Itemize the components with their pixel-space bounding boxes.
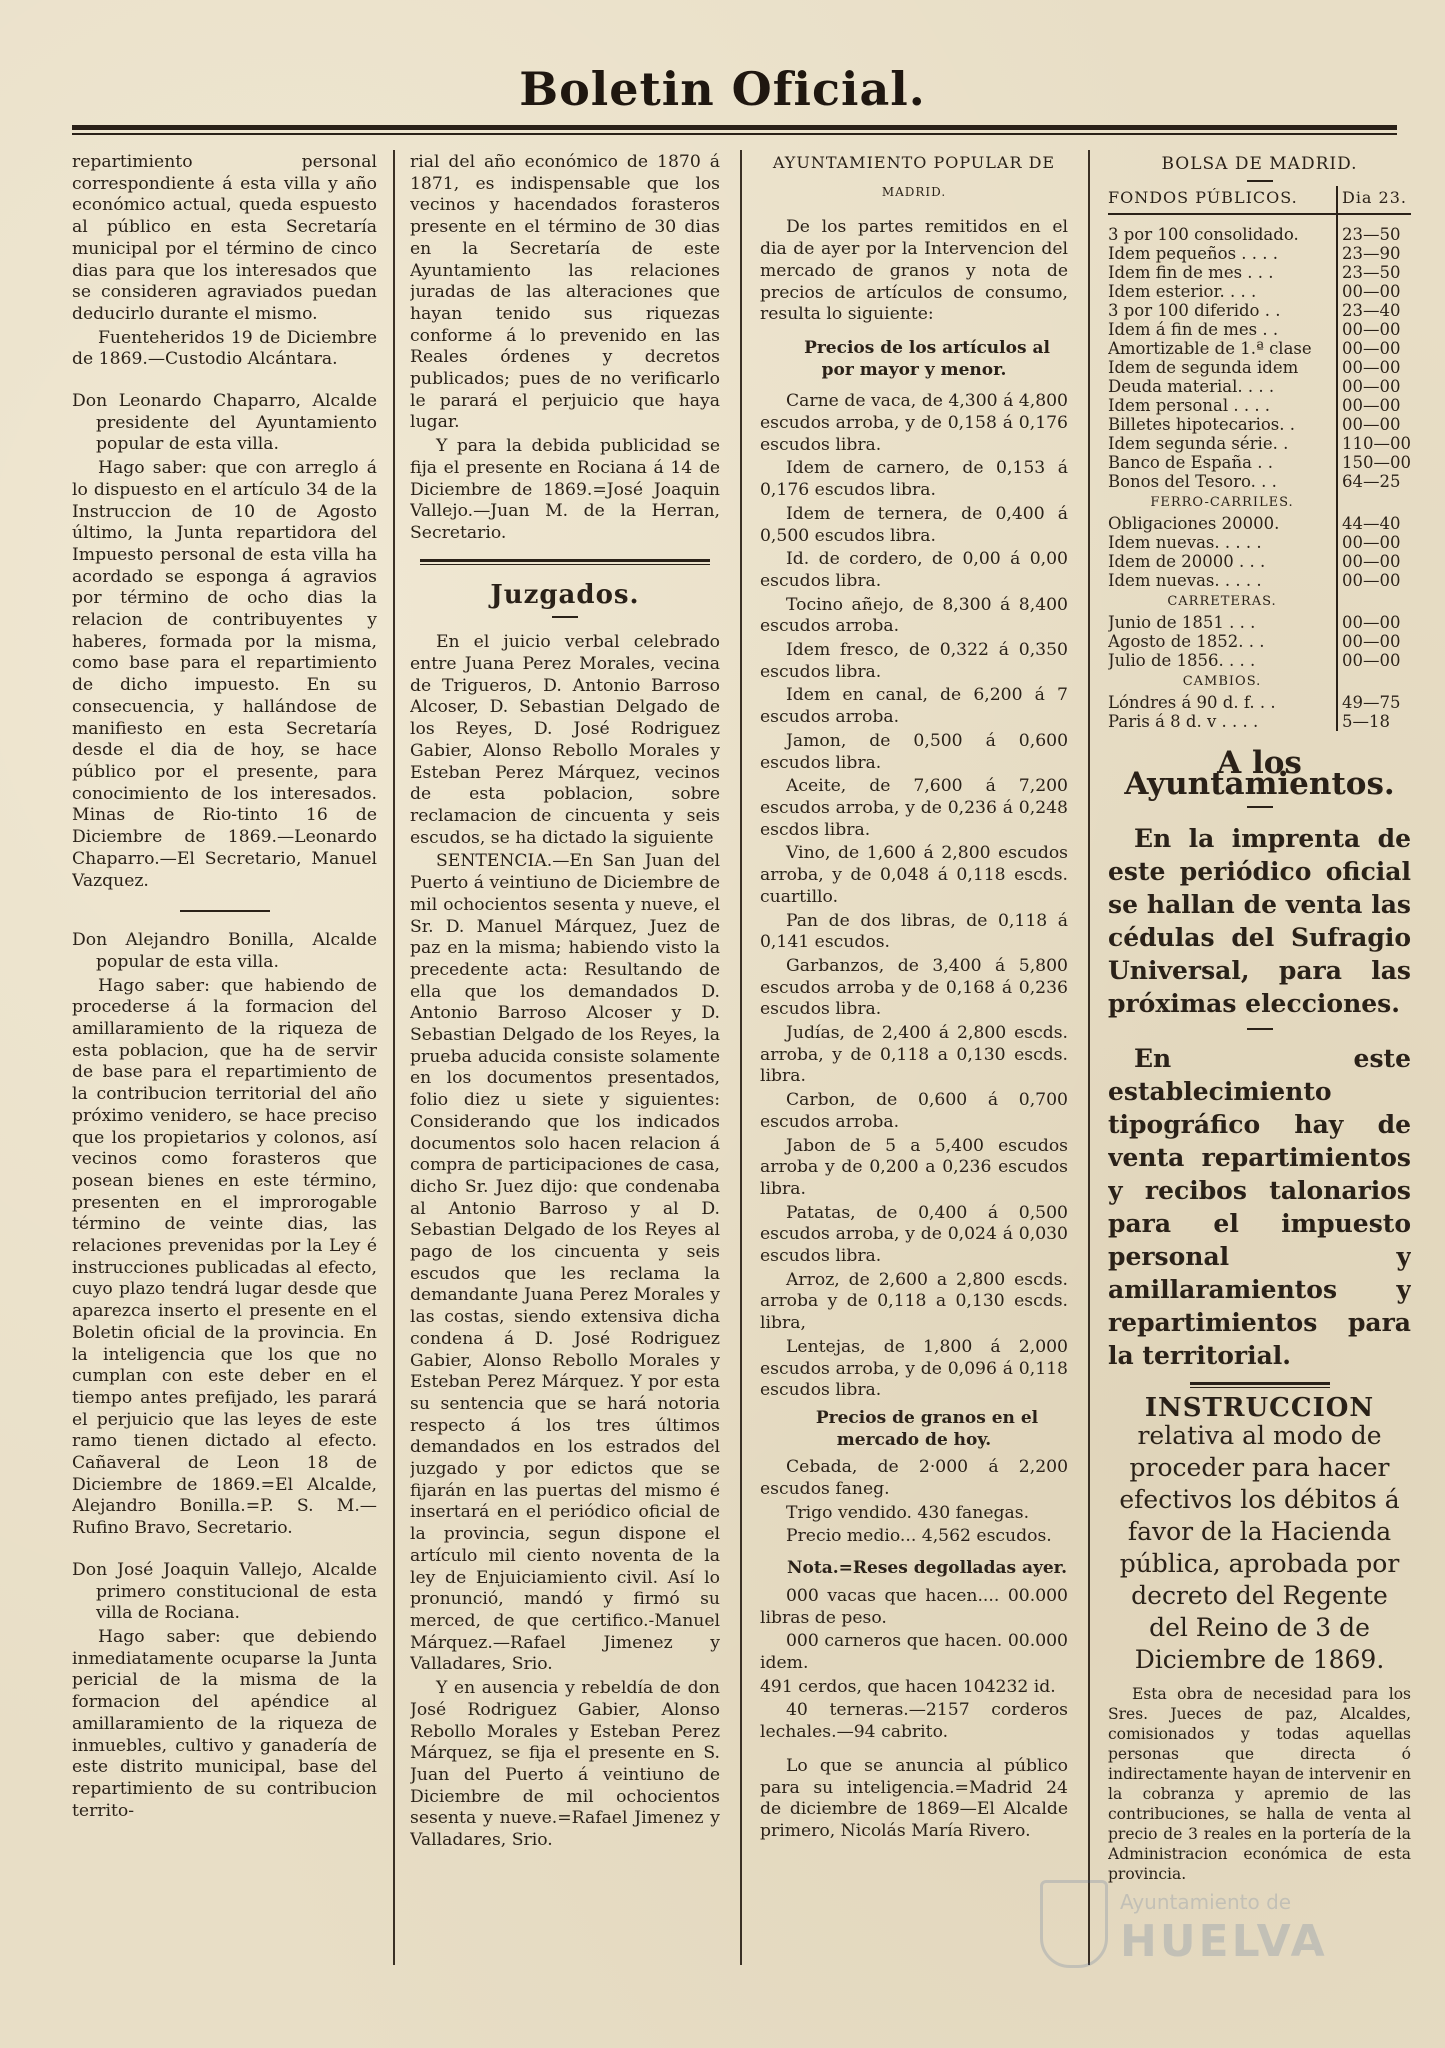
nota-terneras: 40 terneras.—2157 corderos lechales.—94 cabrito. <box>760 1700 1068 1743</box>
fondos-row-value: 00—00 <box>1337 396 1411 415</box>
fondos-row-separator <box>1324 453 1337 472</box>
fondos-subheader <box>1108 590 1411 613</box>
fondos-row <box>1108 613 1411 632</box>
fondos-row-name: Agosto de 1852. . . <box>1108 631 1265 651</box>
fondos-row <box>1108 396 1411 415</box>
fondos-row <box>1108 282 1411 301</box>
granos-cebada: Cebada, de 2·000 á 2,200 escudos faneg. <box>760 1457 1068 1500</box>
ayuntamientos-notice <box>1108 822 1411 1372</box>
fondos-row <box>1108 377 1411 396</box>
ayuntamiento-madrid-title: AYUNTAMIENTO POPULAR DE <box>772 153 1056 172</box>
nota-cerdos: 491 cerdos, que hacen 104232 id. <box>760 1676 1056 1697</box>
nota-vacas: 000 vacas que hacen.... 00.000 libras de peso. <box>760 1585 1068 1628</box>
fondos-row-name: Idem á fin de mes . . <box>1108 319 1279 339</box>
bolsa-title: BOLSA DE MADRID. <box>1161 154 1358 174</box>
fondos-row-name: Amortizable de 1.ª clase <box>1108 338 1312 358</box>
fondos-row <box>1108 472 1411 491</box>
fondos-subheader-label: CARRETERAS. <box>1167 593 1277 609</box>
column-1 <box>72 152 377 1962</box>
fondos-row-name: Banco de España . . <box>1108 452 1273 472</box>
fondos-row-name: Idem de segunda idem <box>1108 357 1299 377</box>
fondos-row <box>1108 514 1411 533</box>
dash <box>1247 806 1273 808</box>
instruccion-body: relativa al modo de proceder para hacer efectivos los débitos á favor de la Hacienda pública, aprobada por decreto del Regente del Reino de 3 de Diciembre de 1869. <box>1119 1420 1400 1674</box>
fondos-row-separator <box>1324 377 1337 396</box>
fondos-row-name: Idem pequeños . . . . <box>1108 243 1279 263</box>
separator <box>180 910 270 912</box>
price-item: Carne de vaca, de 4,300 á 4,800 escudos arroba, y de 0,158 á 0,176 escudos libra. <box>760 391 1068 455</box>
column-divider-3 <box>1088 150 1090 1965</box>
market-closing: Lo que se anuncia al público para su inteligencia.=Madrid 24 de diciembre de 1869—El Alcalde primero, Nicolás María Rivero. <box>760 1755 1068 1841</box>
fondos-row-value: 00—00 <box>1337 377 1411 396</box>
fondos-row-name: 3 por 100 diferido . . <box>1108 300 1281 320</box>
ayuntamientos-title: A los Ayuntamientos. <box>1124 744 1395 803</box>
fondos-subheader-label: CAMBIOS. <box>1182 673 1262 689</box>
fondos-row-separator <box>1324 244 1337 263</box>
price-item: Idem de carnero, de 0,153 á 0,176 escudos libra. <box>760 458 1068 501</box>
fondos-row-name: Idem fin de mes . . . <box>1108 262 1274 282</box>
fondos-row-value: 00—00 <box>1337 533 1411 552</box>
fondos-row-separator <box>1324 472 1337 491</box>
fondos-row-name: Idem personal . . . . <box>1108 395 1271 415</box>
fondos-row-separator <box>1324 358 1337 377</box>
fondos-row <box>1108 263 1411 282</box>
fondos-header: FONDOS PÚBLICOS. <box>1108 186 1324 214</box>
fondos-row-value: 5—18 <box>1337 712 1411 731</box>
instruccion-fine-print <box>1108 1684 1411 1884</box>
fondos-subheader-label: FERRO-CARRILES. <box>1150 494 1294 510</box>
nota-carneros: 000 carneros que hacen. 00.000 idem. <box>760 1631 1068 1673</box>
price-item: Pan de dos libras, de 0,118 á 0,141 escudos. <box>760 910 1068 953</box>
col1-block4-text: Hago saber: que debiendo inmediatamente ocuparse la Junta pericial de la misma de la formacion del apéndice al amillaramiento de la riqueza de inmuebles, cultivo y ganadería de este distrito municipal, base del repartimiento de su contribucion territo- <box>72 1627 377 1821</box>
price-list <box>760 391 1068 1402</box>
col2-paragraph: rial del año económico de 1870 á 1871, es indispensable que los vecinos y hacendados forasteros presente en el término de 30 dias en la Secretaría de este Ayuntamiento las relaciones juradas de las alteraciones que hayan tenido sus riquezas conforme á lo prevenido en las Reales órdenes y decretos publicados; pues de no verificarlo le parará el perjuicio que haya lugar. <box>410 152 720 433</box>
dash <box>552 616 578 618</box>
juzgados-title: Juzgados. <box>490 579 640 610</box>
granos-trigo: Trigo vendido. 430 fanegas. <box>786 1502 1030 1523</box>
shield-icon <box>1040 1880 1108 1968</box>
fondos-row-separator <box>1324 693 1337 712</box>
fondos-row-separator <box>1324 263 1337 282</box>
fondos-row <box>1108 339 1411 358</box>
juzgados-edicto: Y en ausencia y rebeldía de don José Rodriguez Gabier, Alonso Rebollo Morales y Esteban Perez Márquez, se fija el presente en S. Juan del Puerto á veintiuno de Diciembre de mil ochocientos sesenta y nueve.=Rafael Jimenez y Valladares, Srio. <box>410 1678 720 1851</box>
fondos-row <box>1108 651 1411 670</box>
fondos-row-name: 3 por 100 consolidado. <box>1108 224 1299 244</box>
fondos-row-separator <box>1324 339 1337 358</box>
price-item: Carbon, de 0,600 á 0,700 escudos arroba. <box>760 1090 1068 1132</box>
madrid-subtitle: MADRID. <box>881 184 947 199</box>
fondos-row-separator <box>1324 225 1337 244</box>
fondos-row <box>1108 225 1411 244</box>
fondos-row-name: Billetes hipotecarios. . <box>1108 414 1296 434</box>
fondos-row-value: 23—90 <box>1337 244 1411 263</box>
fondos-row-separator <box>1324 613 1337 632</box>
fondos-row-value: 150—00 <box>1337 453 1411 472</box>
fondos-row-value: 00—00 <box>1337 339 1411 358</box>
fondos-row-name: Idem esterior. . . . <box>1108 281 1257 301</box>
dash <box>1247 180 1273 182</box>
fondos-row-separator <box>1324 552 1337 571</box>
tipografico-notice: En este establecimiento tipográfico hay de venta repartimientos y recibos talonarios para el impuesto personal y amillaramientos y repartimientos para la territorial. <box>1108 1044 1411 1371</box>
archive-watermark <box>1040 1880 1370 1970</box>
fondos-row <box>1108 434 1411 453</box>
fondos-row-name: Idem nuevas. . . . . <box>1108 570 1262 590</box>
fondos-row-value: 00—00 <box>1337 651 1411 670</box>
column-2 <box>410 152 720 1962</box>
fondos-row-name: Paris á 8 d. v . . . . <box>1108 711 1259 731</box>
market-intro: De los partes remitidos en el dia de ayer por la Intervencion del mercado de granos y nota de precios de artículos de consumo, resulta lo siguiente: <box>760 217 1068 325</box>
col2-signature: Y para la debida publicidad se fija el presente en Rociana á 14 de Diciembre de 1869.=José Joaquin Vallejo.—Juan M. de la Herran, Secretario. <box>410 436 720 543</box>
fondos-row-name: Junio de 1851 . . . <box>1108 612 1256 632</box>
fondos-row-name: Idem nuevas. . . . . <box>1108 532 1262 552</box>
price-item: Jabon de 5 a 5,400 escudos arroba y de 0,200 a 0,236 escudos libra. <box>760 1135 1068 1199</box>
dia-header: Dia 23. <box>1337 186 1411 214</box>
fondos-row <box>1108 453 1411 472</box>
fondos-row-separator <box>1324 514 1337 533</box>
fondos-row <box>1108 320 1411 339</box>
fondos-row-separator <box>1324 320 1337 339</box>
fondos-row-name: Idem segunda série. . <box>1108 433 1289 453</box>
col1-block2-heading: Don Leonardo Chaparro, Alcalde presidente del Ayuntamiento popular de esta villa. <box>72 391 377 455</box>
col1-block3-heading: Don Alejandro Bonilla, Alcalde popular de esta villa. <box>72 930 377 972</box>
fondos-row-separator <box>1324 571 1337 590</box>
fondos-row <box>1108 693 1411 712</box>
fondos-row-value: 49—75 <box>1337 693 1411 712</box>
price-item: Lentejas, de 1,800 á 2,000 escudos arroba, y de 0,096 á 0,118 escudos libra. <box>760 1336 1068 1401</box>
price-item: Jamon, de 0,500 á 0,600 escudos libra. <box>760 730 1068 773</box>
fondos-row <box>1108 712 1411 731</box>
fondos-row <box>1108 358 1411 377</box>
fondos-row-value: 23—50 <box>1337 263 1411 282</box>
fondos-row-separator <box>1324 434 1337 453</box>
col1-signature: Fuenteheridos 19 de Diciembre de 1869.—Custodio Alcántara. <box>72 327 377 370</box>
column-divider-2 <box>740 150 742 1965</box>
granos-precio: Precio medio... 4,562 escudos. <box>786 1526 1052 1547</box>
col1-block2-text: Hago saber: que con arreglo á lo dispuesto en el artículo 34 de la Instruccion de 10 de Agosto último, la Junta repartidora del Impuesto personal de esta villa ha acordado se esponga á agravios por término de ocho dias la relacion de contribuyentes y haberes, formada por la misma, como base para el repartimiento de dicho impuesto. En su consecuencia, y hallándose de manifiesto en esta Secretaría desde el dia de hoy, se hace público por el presente, para conocimiento de los interesados. Minas de Rio-tinto 16 de Diciembre de 1869.—Leonardo Chaparro.—El Secretario, Manuel Vazquez. <box>72 458 377 891</box>
fondos-row-value: 00—00 <box>1337 415 1411 434</box>
fondos-row-value: 00—00 <box>1337 613 1411 632</box>
fondos-row-separator <box>1324 533 1337 552</box>
watermark-line1: Ayuntamiento de <box>1120 1890 1292 1914</box>
fondos-subheader <box>1108 491 1411 514</box>
price-item: Idem en canal, de 6,200 á 7 escudos arroba. <box>760 685 1068 728</box>
price-item: Aceite, de 7,600 á 7,200 escudos arroba, y de 0,236 á 0,248 escdos libra. <box>760 776 1068 840</box>
fondos-row-value: 64—25 <box>1337 472 1411 491</box>
price-item: Id. de cordero, de 0,00 á 0,00 escudos libra. <box>760 549 1068 591</box>
fondos-row <box>1108 571 1411 590</box>
fondos-row-name: Julio de 1856. . . . <box>1108 650 1256 670</box>
fondos-row-separator <box>1324 415 1337 434</box>
fondos-row <box>1108 533 1411 552</box>
fondos-row-value: 23—50 <box>1337 225 1411 244</box>
juzgados-sentencia: SENTENCIA.—En San Juan del Puerto á veintiuno de Diciembre de mil ochocientos sesenta y nueve, el Sr. D. Manuel Márquez, Juez de paz en la misma; habiendo visto la precedente acta: Resultando de ella que los demandados D. Antonio Barroso Alcoser y D. Sebastian Delgado de los Reyes, la prueba aducida consiste solamente en los documentos presentados, folio diez u siete y siguientes: Considerando que los indicados documentos solo hacen relacion á compra de participaciones de casa, dicho Sr. Juez dijo: que condenaba al Antonio Barroso y al D. Sebastian Delgado de los Reyes al pago de los cincuenta y seis escudos que les reclama la demandante Juana Perez Morales y las costas, siendo extensiva dicha condena á D. José Rodriguez Gabier, Alonso Rebollo Morales y Esteban Perez Márquez. Y por esta su sentencia que se hará notoria respecto á los tres últimos demandados en los estrados del juzgado y por edictos que se fijarán en las puertas del mismo é insertará en el periódico oficial de la provincia, segun dispone el artículo mil ciento noventa de la ley de Enjuiciamiento civil. Así lo pronunció, mandó y firmó su merced, de que certifico.-Manuel Márquez.—Rafael Jimenez y Valladares, Srio. <box>410 851 720 1675</box>
price-item: Arroz, de 2,600 a 2,800 escds. arroba y de 0,118 a 0,130 escds. libra, <box>760 1269 1068 1334</box>
price-item: Tocino añejo, de 8,300 á 8,400 escudos arroba. <box>760 594 1068 637</box>
fondos-row-value: 23—40 <box>1337 301 1411 320</box>
instruccion-fine-text: Esta obra de necesidad para los Sres. Jueces de paz, Alcaldes, comisionados y todas aquellas personas que directa ó indirectamente hayan de intervenir en la cobranza y apremio de las contribuciones, se halla de venta al precio de 3 reales en la portería de la Administracion económica de esta provincia. <box>1108 1684 1411 1883</box>
price-item: Patatas, de 0,400 á 0,500 escudos arroba, y de 0,024 á 0,030 escudos libra. <box>760 1202 1068 1267</box>
col1-block3-text: Hago saber: que habiendo de procederse á la formacion del amillaramiento de la riqueza de esta poblacion, que ha de servir de base para el repartimiento de la contribucion territorial del año próximo venidero, se hace preciso que los propietarios y colonos, así vecinos como forasteros que posean bienes en este término, presenten en el improrogable término de veinte dias, las relaciones prevenidas por la Ley é instrucciones publicadas al efecto, cuyo plazo tendrá lugar desde que aparezca inserto el presente en el Boletin oficial de la provincia. En la inteligencia que los que no cumplan con este deber en el tiempo antes prefijado, les parará el perjuicio que las leyes de este ramo tienen dictado al efecto. Cañaveral de Leon 18 de Diciembre de 1869.=El Alcalde, Alejandro Bonilla.=P. S. M.—Rufino Bravo, Secretario. <box>72 975 377 1539</box>
fondos-row-name: Lóndres á 90 d. f. . . <box>1108 692 1276 712</box>
fondos-row-name: Obligaciones 20000. <box>1108 513 1280 533</box>
fondos-row-value: 00—00 <box>1337 282 1411 301</box>
price-item: Judías, de 2,400 á 2,800 escds. arroba, y de 0,118 a 0,130 escds. libra. <box>760 1023 1068 1087</box>
column-4 <box>1108 152 1411 1962</box>
fondos-subheader <box>1108 670 1411 693</box>
fondos-row-separator <box>1324 712 1337 731</box>
fondos-row <box>1108 244 1411 263</box>
section-rule <box>1190 1382 1330 1388</box>
price-item: Vino, de 1,600 á 2,800 escudos arroba, y de 0,048 á 0,118 escds. cuartillo. <box>760 843 1068 907</box>
column-3 <box>760 152 1068 1962</box>
fondos-row-separator <box>1324 396 1337 415</box>
fondos-row-value: 00—00 <box>1337 320 1411 339</box>
fondos-row-value: 00—00 <box>1337 571 1411 590</box>
fondos-row <box>1108 301 1411 320</box>
col1-block4-heading: Don José Joaquin Vallejo, Alcalde primero constitucional de esta villa de Rociana. <box>72 1559 377 1624</box>
dash <box>1247 1028 1273 1030</box>
nota-title: Nota.=Reses degolladas ayer. <box>786 1558 1067 1579</box>
granos-title: Precios de granos en el mercado de hoy. <box>815 1407 1039 1450</box>
fondos-row-name: Deuda material. . . . <box>1108 376 1275 396</box>
fondos-row-separator <box>1324 282 1337 301</box>
fondos-row-value: 110—00 <box>1337 434 1411 453</box>
fondos-row-value: 00—00 <box>1337 632 1411 651</box>
masthead-rule <box>72 125 1397 135</box>
fondos-row-value: 00—00 <box>1337 358 1411 377</box>
instruccion-title: INSTRUCCION <box>1144 1393 1375 1424</box>
column-divider-1 <box>393 150 395 1965</box>
fondos-row-separator <box>1324 651 1337 670</box>
masthead-title: Boletin Oficial. <box>519 62 926 116</box>
price-item: Idem de ternera, de 0,400 á 0,500 escudos libra. <box>760 503 1068 546</box>
fondos-row-value: 44—40 <box>1337 514 1411 533</box>
fondos-row-separator <box>1324 301 1337 320</box>
juzgados-intro: En el juicio verbal celebrado entre Juana Perez Morales, vecina de Trigueros, D. Antonio Barroso Alcoser, D. Sebastian Delgado de los Reyes, D. José Rodriguez Gabier, Alonso Rebollo Morales y Esteban Perez Márquez, vecinos de esta poblacion, sobre reclamacion de cincuenta y seis escudos, se ha dictado la siguiente <box>410 632 720 848</box>
fondos-row <box>1108 552 1411 571</box>
fondos-row-separator <box>1324 632 1337 651</box>
price-item: Garbanzos, de 3,400 á 5,800 escudos arroba y de 0,168 á 0,236 escudos libra. <box>760 955 1068 1020</box>
fondos-row-name: Idem de 20000 . . . <box>1108 551 1266 571</box>
price-item: Idem fresco, de 0,322 á 0,350 escudos libra. <box>760 640 1068 682</box>
col1-paragraph: repartimiento personal correspondiente á esta villa y año económico actual, queda espuesto al público en esta Secretaría municipal por el término de cinco dias para que los interesados que se consideren agraviados puedan deducirlo durante el mismo. <box>72 152 377 324</box>
fondos-table <box>1108 186 1411 731</box>
fondos-row <box>1108 415 1411 434</box>
sufragio-notice: En la imprenta de este periódico oficial se hallan de venta las cédulas del Sufragio Universal, para las próximas elecciones. <box>1108 824 1411 1019</box>
watermark-line2: HUELVA <box>1120 1916 1328 1967</box>
precios-title: Precios de los artículos al por mayor y menor. <box>804 337 1050 380</box>
fondos-row <box>1108 632 1411 651</box>
fondos-row-name: Bonos del Tesoro. . . <box>1108 471 1277 491</box>
fondos-row-value: 00—00 <box>1337 552 1411 571</box>
section-rule <box>420 559 710 565</box>
